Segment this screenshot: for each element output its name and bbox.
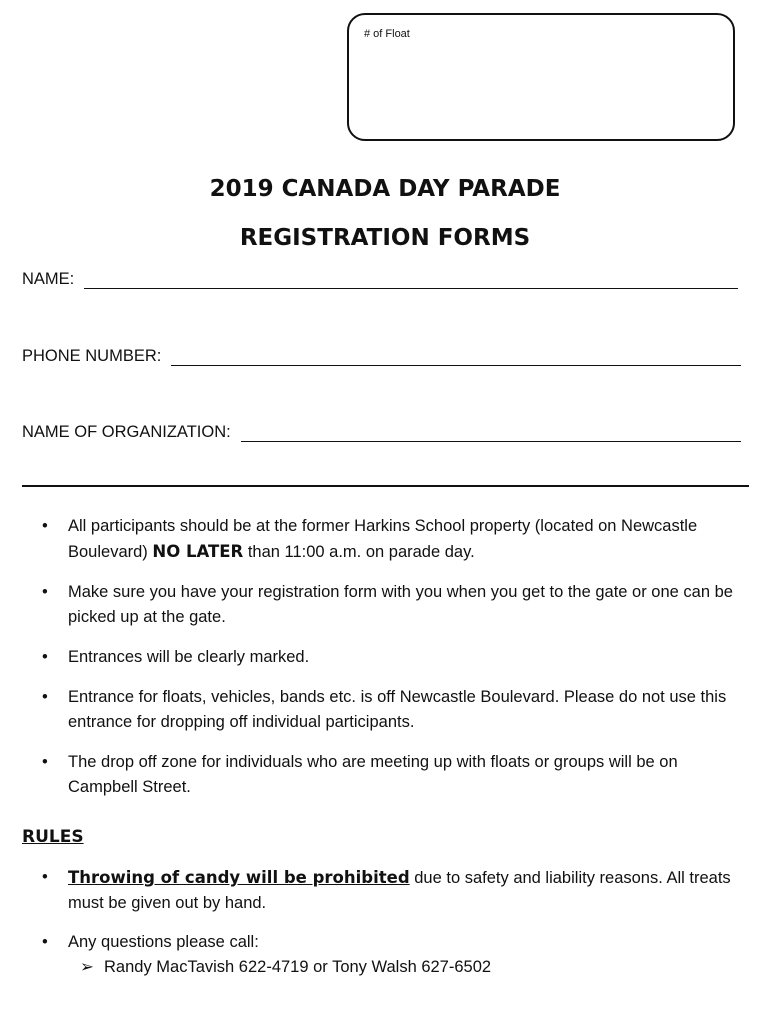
document-title: 2019 CANADA DAY PARADE [209, 176, 561, 202]
organization-field [22, 423, 741, 442]
bullet-icon: • [42, 648, 48, 666]
list-item: • Make sure you have your registration form with you when you get to the gate or one can be picked up at the gate. [22, 580, 750, 630]
list-item: • The drop off zone for individuals who are meeting up with floats or groups will be on Campbell Street. [22, 750, 750, 800]
bullet-icon: • [42, 517, 48, 535]
organization-line[interactable] [241, 424, 741, 442]
rules-heading: RULES [22, 827, 84, 847]
list-item: • All participants should be at the former Harkins School property (located on Newcastle Boulevard) NO LATER than 11:00 a.m. on parade day. [22, 514, 750, 565]
float-number-box [347, 13, 735, 141]
arrow-bullet-icon: ➢ [80, 958, 94, 976]
bullet-icon: • [42, 933, 48, 951]
list-item: • Throwing of candy will be prohibited due to safety and liability reasons. All treats must be given out by hand. [22, 865, 750, 916]
name-label: NAME: [22, 270, 75, 288]
list-item: • Entrances will be clearly marked. [22, 645, 750, 670]
bullet-icon: • [42, 868, 48, 886]
bullet-icon: • [42, 753, 48, 771]
document-subtitle: REGISTRATION FORMS [239, 225, 531, 251]
phone-label: PHONE NUMBER: [22, 347, 162, 365]
section-divider [22, 485, 749, 487]
organization-label: NAME OF ORGANIZATION: [22, 423, 231, 441]
list-item: • Any questions please call: ➢ Randy MacTavish 622-4719 or Tony Walsh 627-6502 [22, 930, 750, 980]
no-later-emphasis: NO LATER [152, 542, 244, 561]
rules-list [22, 865, 750, 994]
contact-line [68, 955, 750, 980]
float-number-label: # of Float [364, 28, 410, 40]
list-item: • Entrance for floats, vehicles, bands etc. is off Newcastle Boulevard. Please do not use this entrance for dropping off individual participants. [22, 685, 750, 735]
phone-line[interactable] [171, 348, 741, 366]
name-line[interactable] [84, 271, 738, 289]
candy-rule-emphasis: Throwing of candy will be prohibited [68, 868, 410, 887]
bullet-icon: • [42, 688, 48, 706]
instructions-list [22, 514, 750, 815]
name-field [22, 270, 738, 289]
bullet-icon: • [42, 583, 48, 601]
contact-info: Randy MacTavish 622-4719 or Tony Walsh 627-6502 [104, 958, 492, 976]
phone-field [22, 347, 741, 366]
